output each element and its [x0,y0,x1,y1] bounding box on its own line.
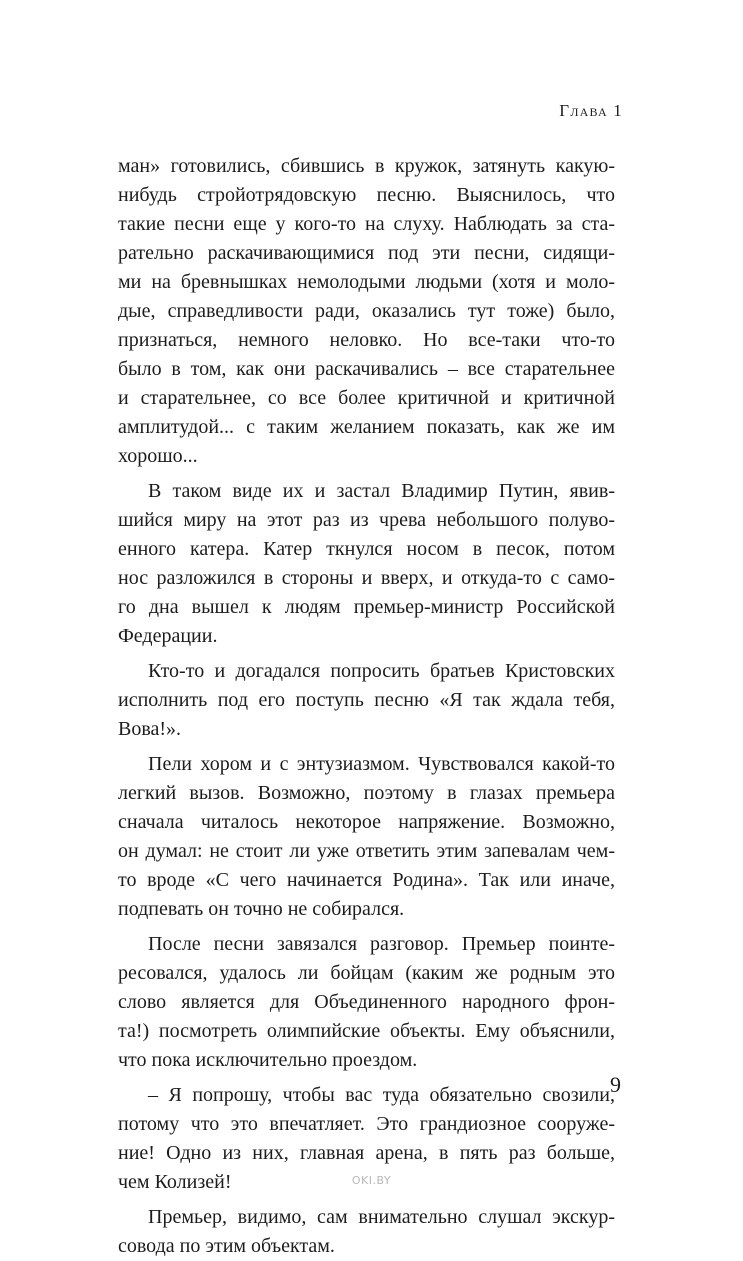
text-line: он думал: не стоит ли уже ответить этим запевалам чем- [118,840,615,862]
text-line: Федерации. [118,625,218,647]
text-line: было в том, как они раскачивались – все старательнее [118,358,615,380]
paragraph [118,152,615,471]
text-line: енного катера. Катер ткнулся носом в песок, потом [118,538,615,560]
text-line: дые, справедливости ради, оказались тут тоже) было, [118,300,615,322]
text-line: что пока исключительно проездом. [118,1049,418,1071]
text-line: такие песни еще у кого-то на слуху. Наблюдать за ста- [118,213,615,235]
text-line: совода по этим объектам. [118,1235,335,1257]
text-line: и старательнее, со все более критичной и критичной [118,387,615,409]
text-line: рательно раскачивающимися под эти песни, сидящи- [118,242,615,264]
text-line: шийся миру на этот раз из чрева небольшого полуво- [118,509,615,531]
text-line: ми на бревнышках немолодыми людьми (хотя и моло- [118,271,615,293]
paragraph [118,750,615,924]
text-line: подпевать он точно не собирался. [118,898,405,920]
paragraph [118,930,615,1075]
text-line: хорошо... [118,445,198,467]
text-line: го дна вышел к людям премьер-министр Российской [118,596,615,618]
paragraph [118,657,615,744]
paragraph [118,477,615,651]
text-line: Вова!». [118,718,182,740]
text-line: – Я попрошу, чтобы вас туда обязательно свозили, [148,1084,615,1106]
body-text [118,152,615,1261]
text-line: Пели хором и с энтузиазмом. Чувствовался какой-то [148,753,615,775]
text-line: ман» готовились, сбившись в кружок, затянуть какую- [118,155,615,177]
text-line: исполнить под его поступь песню «Я так ждала тебя, [118,689,615,711]
text-line: признаться, немного неловко. Но все-таки что-то [118,329,615,351]
text-line: Кто-то и догадался попросить братьев Кристовских [148,660,615,682]
text-line: нибудь стройотрядовскую песню. Выяснилось, что [118,184,615,206]
text-line: В таком виде их и застал Владимир Путин, явив- [148,480,615,502]
text-line: ресовался, удалось ли бойцам (каким же родным это [118,962,615,984]
running-head: Глава 1 [559,101,623,120]
text-line: слово является для Объединенного народного фрон- [118,991,615,1013]
text-line: сначала читалось некоторое напряжение. Возможно, [118,811,615,833]
text-line: потому что это впечатляет. Это грандиозное сооруже- [118,1113,615,1135]
text-line: легкий вызов. Возможно, поэтому в глазах премьера [118,782,615,804]
text-line: Премьер, видимо, сам внимательно слушал экскур- [148,1206,615,1228]
text-line: После песни завязался разговор. Премьер поинте- [148,933,615,955]
text-line: амплитудой... с таким желанием показать, как же им [118,416,615,438]
text-line: та!) посмотреть олимпийские объекты. Ему объяснили, [118,1020,615,1042]
text-line: то вроде «С чего начинается Родина». Так или иначе, [118,869,615,891]
text-line: чем Колизей! [118,1171,232,1193]
page-number: 9 [610,1072,621,1097]
text-line: нос разложился в стороны и вверх, и откуда-то с само- [118,567,615,589]
paragraph [118,1203,615,1261]
watermark-text: OKI.BY [351,1174,392,1187]
text-line: ние! Одно из них, главная арена, в пять раз больше, [118,1142,615,1164]
